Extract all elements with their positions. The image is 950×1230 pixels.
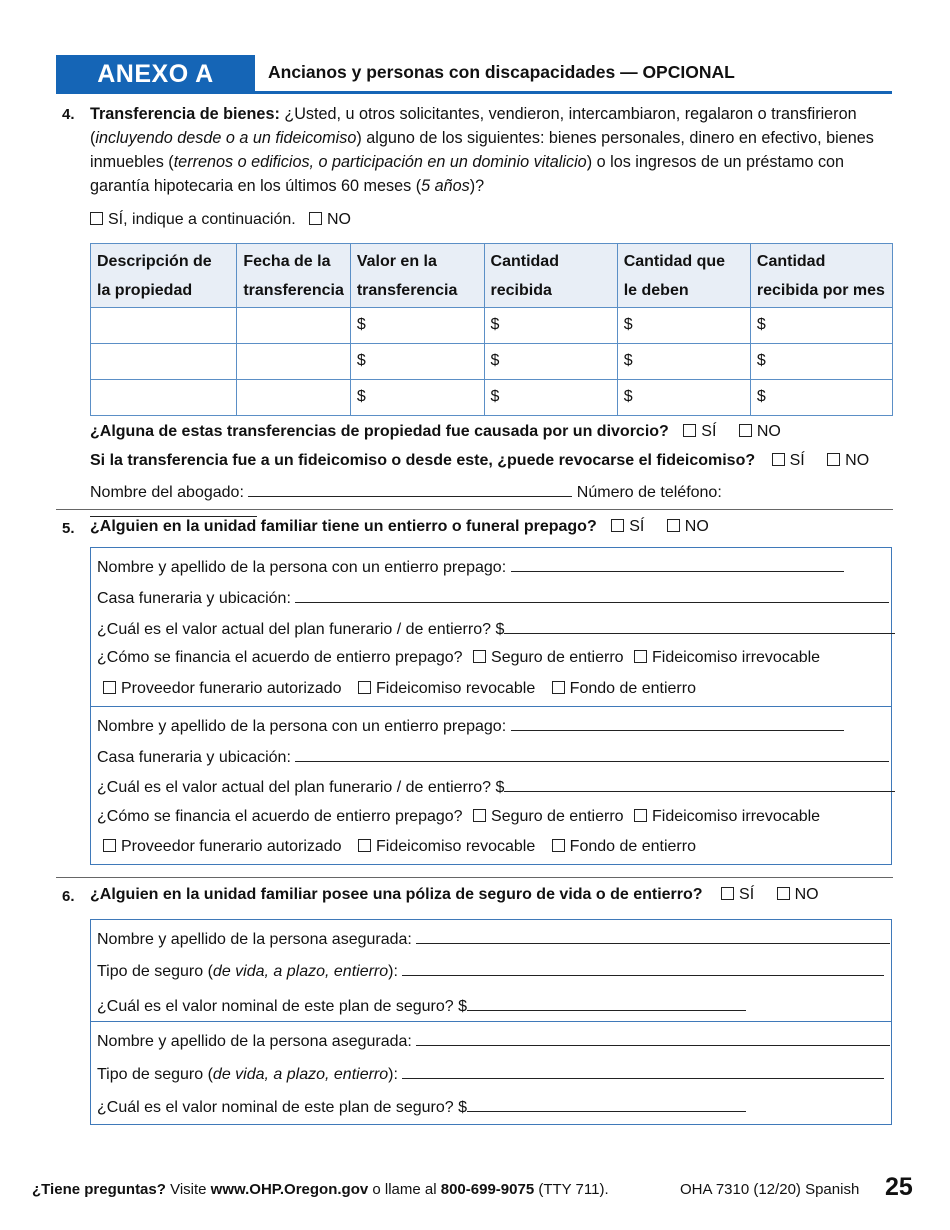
- q5-question: ¿Alguien en la unidad familiar tiene un entierro o funeral prepago?: [90, 518, 597, 535]
- checkbox-icon[interactable]: [552, 681, 565, 694]
- type-label: ):: [388, 1066, 398, 1083]
- insurance-type-field[interactable]: [402, 1064, 884, 1079]
- table-cell[interactable]: [237, 344, 351, 380]
- q4-text: ) o los ingresos de un préstamo con garantía hipotecaria en los últimos 60 meses (: [90, 153, 845, 195]
- funeral-value-row: [97, 777, 895, 797]
- footer-text: (TTY 711).: [534, 1181, 609, 1198]
- checkbox-icon[interactable]: [634, 809, 647, 822]
- q5-no[interactable]: [667, 518, 709, 535]
- opt-provider[interactable]: [103, 680, 342, 697]
- col-header: Fecha de la transferencia: [237, 244, 351, 308]
- col-header: Cantidad que le deben: [617, 244, 750, 308]
- funeral-divider: [90, 706, 891, 707]
- lawyer-label: Nombre del abogado:: [90, 484, 244, 501]
- checkbox-icon[interactable]: [358, 839, 371, 852]
- table-cell[interactable]: $: [350, 344, 484, 380]
- q4-text: )?: [469, 177, 485, 195]
- q4-yes-label: SÍ, indique a continuación.: [108, 211, 296, 228]
- opt-label: Proveedor funerario autorizado: [121, 838, 342, 855]
- face-value-row: [97, 1097, 746, 1117]
- q6-yes[interactable]: [721, 886, 754, 903]
- opt-revocable[interactable]: [358, 680, 535, 697]
- funeral-finance-row: [97, 649, 820, 667]
- footer-link[interactable]: www.OHP.Oregon.gov: [210, 1181, 369, 1198]
- q4-text: ¿Usted, u otros solicitantes, vendieron, intercambiaron, regalaron o transfirieron (: [90, 105, 857, 147]
- transfer-table: [90, 243, 893, 416]
- footer-question: ¿Tiene preguntas?: [32, 1181, 166, 1198]
- table-cell[interactable]: $: [350, 380, 484, 416]
- opt-fund[interactable]: [552, 838, 696, 855]
- footer-text: o llame al: [368, 1181, 441, 1198]
- opt-label: Seguro de entierro: [491, 808, 624, 825]
- insured-label: Nombre y apellido de la persona asegurada:: [97, 1033, 412, 1050]
- checkbox-icon[interactable]: [473, 650, 486, 663]
- checkbox-icon[interactable]: [667, 519, 680, 532]
- no-label: NO: [845, 452, 870, 469]
- opt-label: Fideicomiso revocable: [376, 838, 536, 855]
- table-cell[interactable]: $: [350, 308, 484, 344]
- funeral-home-row: [97, 747, 889, 767]
- type-label-italic: de vida, a plazo, entierro: [212, 963, 389, 980]
- funeral-value-label: ¿Cuál es el valor actual del plan funerario / de entierro? $: [97, 779, 505, 796]
- divider: [56, 509, 893, 510]
- opt-revocable[interactable]: [358, 838, 535, 855]
- q5-yes[interactable]: [611, 518, 644, 535]
- lawyer-row: [90, 482, 890, 522]
- table-cell[interactable]: [237, 308, 351, 344]
- table-cell[interactable]: $: [750, 380, 892, 416]
- table-cell[interactable]: $: [484, 308, 617, 344]
- opt-provider[interactable]: [103, 838, 342, 855]
- insured-field[interactable]: [416, 929, 890, 944]
- q4-text: ) alguno de los siguientes: bienes personales, dinero en efectivo, bienes inmuebles (: [90, 129, 874, 171]
- checkbox-icon[interactable]: [552, 839, 565, 852]
- type-label: Tipo de seguro (: [97, 1066, 213, 1083]
- q4-italic: 5 años: [421, 177, 470, 195]
- lawyer-field[interactable]: [248, 482, 572, 497]
- q4-no-label: NO: [327, 211, 351, 228]
- checkbox-icon[interactable]: [683, 424, 696, 437]
- insurance-divider: [90, 1021, 891, 1022]
- table-cell[interactable]: $: [617, 344, 750, 380]
- opt-irrevocable[interactable]: [634, 649, 820, 666]
- checkbox-icon[interactable]: [358, 681, 371, 694]
- opt-label: Fideicomiso irrevocable: [652, 649, 821, 666]
- funeral-value-field[interactable]: [504, 619, 895, 634]
- funeral-options-row: [103, 680, 696, 698]
- table-cell[interactable]: [91, 308, 237, 344]
- funeral-home-row: [97, 588, 889, 608]
- funeral-home-field[interactable]: [295, 747, 889, 762]
- checkbox-icon[interactable]: [309, 212, 322, 225]
- divorce-question: ¿Alguna de estas transferencias de propiedad fue causada por un divorcio?: [90, 423, 669, 440]
- funeral-options-row: [103, 838, 696, 856]
- divorce-yes[interactable]: [683, 423, 716, 440]
- face-value-label: ¿Cuál es el valor nominal de este plan de seguro? $: [97, 1099, 467, 1116]
- page-title: Ancianos y personas con discapacidades — OPCIONAL: [268, 62, 735, 82]
- funeral-name-label: Nombre y apellido de la persona con un entierro prepago:: [97, 559, 507, 576]
- divorce-no[interactable]: [739, 423, 781, 440]
- q6-question-row: [90, 886, 819, 904]
- insurance-box: [90, 919, 892, 1125]
- insurance-type-field[interactable]: [402, 961, 884, 976]
- trust-question: Si la transferencia fue a un fideicomiso o desde este, ¿puede revocarse el fideicomiso?: [90, 452, 756, 469]
- type-label: ):: [388, 963, 398, 980]
- q4-question: [90, 102, 890, 198]
- yes-label: SÍ: [629, 518, 645, 535]
- trust-no[interactable]: [827, 452, 869, 469]
- divorce-question-row: [90, 423, 781, 441]
- form-id: OHA 7310 (12/20) Spanish: [680, 1181, 860, 1198]
- opt-insurance[interactable]: [473, 649, 624, 666]
- phone-label: Número de teléfono:: [576, 484, 722, 501]
- footer-phone[interactable]: 800-699-9075: [440, 1181, 535, 1198]
- insurance-type-row: [97, 961, 884, 981]
- footer-text: Visite: [165, 1181, 211, 1198]
- funeral-finance-label: ¿Cómo se financia el acuerdo de entierro prepago?: [97, 649, 463, 666]
- checkbox-icon[interactable]: [473, 809, 486, 822]
- funeral-name-row: [97, 716, 844, 736]
- q4-italic: terrenos o edificios, o participación en un dominio vitalicio: [173, 153, 587, 171]
- trust-yes[interactable]: [772, 452, 805, 469]
- opt-insurance[interactable]: [473, 808, 624, 825]
- checkbox-icon[interactable]: [721, 887, 734, 900]
- checkbox-icon[interactable]: [103, 681, 116, 694]
- checkbox-icon[interactable]: [90, 212, 103, 225]
- insurance-type-row: [97, 1064, 884, 1084]
- no-label: NO: [756, 423, 781, 440]
- funeral-finance-label: ¿Cómo se financia el acuerdo de entierro prepago?: [97, 808, 463, 825]
- funeral-value-field[interactable]: [504, 777, 895, 792]
- q6-question: ¿Alguien en la unidad familiar posee una póliza de seguro de vida o de entierro?: [90, 886, 703, 903]
- checkbox-icon[interactable]: [739, 424, 752, 437]
- yes-label: SÍ: [789, 452, 805, 469]
- funeral-home-field[interactable]: [295, 588, 889, 603]
- q5-number: 5.: [62, 520, 75, 537]
- trust-question-row: [90, 452, 869, 470]
- col-header: Cantidad recibida por mes: [750, 244, 892, 308]
- funeral-name-field[interactable]: [511, 557, 844, 572]
- table-row: [91, 308, 893, 344]
- table-header-row: [91, 244, 893, 308]
- checkbox-icon[interactable]: [634, 650, 647, 663]
- opt-label: Fideicomiso revocable: [376, 680, 536, 697]
- face-value-field[interactable]: [467, 1097, 746, 1112]
- table-cell[interactable]: [91, 380, 237, 416]
- type-label-italic: de vida, a plazo, entierro: [212, 1066, 389, 1083]
- no-label: NO: [684, 518, 709, 535]
- q6-no[interactable]: [777, 886, 819, 903]
- opt-label: Fondo de entierro: [569, 680, 696, 697]
- q4-italic: incluyendo desde o a un fideicomiso: [95, 129, 357, 147]
- q4-no-option[interactable]: [309, 211, 351, 229]
- opt-fund[interactable]: [552, 680, 696, 697]
- funeral-home-label: Casa funeraria y ubicación:: [97, 590, 291, 607]
- funeral-finance-row: [97, 808, 820, 826]
- funeral-value-label: ¿Cuál es el valor actual del plan funerario / de entierro? $: [97, 621, 505, 638]
- opt-label: Seguro de entierro: [491, 649, 624, 666]
- q4-number: 4.: [62, 106, 75, 123]
- table-row: [91, 380, 893, 416]
- checkbox-icon[interactable]: [827, 453, 840, 466]
- table-cell[interactable]: $: [617, 308, 750, 344]
- q4-yes-option[interactable]: [90, 211, 296, 229]
- table-cell[interactable]: $: [484, 344, 617, 380]
- face-value-field[interactable]: [467, 996, 746, 1011]
- funeral-value-row: [97, 619, 895, 639]
- funeral-name-row: [97, 557, 844, 577]
- opt-label: Proveedor funerario autorizado: [121, 680, 342, 697]
- checkbox-icon[interactable]: [777, 887, 790, 900]
- type-label: Tipo de seguro (: [97, 963, 213, 980]
- checkbox-icon[interactable]: [772, 453, 785, 466]
- table-cell[interactable]: $: [484, 380, 617, 416]
- q5-question-row: [90, 518, 709, 536]
- opt-label: Fondo de entierro: [569, 838, 696, 855]
- divider: [56, 877, 893, 878]
- insured-row: [97, 929, 890, 949]
- footer-help: [32, 1181, 609, 1198]
- col-header: Valor en la transferencia: [350, 244, 484, 308]
- page-number: 25: [885, 1173, 913, 1201]
- checkbox-icon[interactable]: [103, 839, 116, 852]
- funeral-home-label: Casa funeraria y ubicación:: [97, 749, 291, 766]
- no-label: NO: [794, 886, 819, 903]
- header-rule: [56, 91, 892, 94]
- q6-number: 6.: [62, 888, 75, 905]
- col-header: Descripción de la propiedad: [91, 244, 237, 308]
- annex-label: ANEXO A: [97, 60, 214, 88]
- yes-label: SÍ: [701, 423, 717, 440]
- insured-field[interactable]: [416, 1031, 890, 1046]
- face-value-row: [97, 996, 746, 1016]
- table-cell[interactable]: $: [617, 380, 750, 416]
- opt-irrevocable[interactable]: [634, 808, 820, 825]
- table-cell[interactable]: $: [750, 308, 892, 344]
- yes-label: SÍ: [739, 886, 755, 903]
- face-value-label: ¿Cuál es el valor nominal de este plan de seguro? $: [97, 998, 467, 1015]
- opt-label: Fideicomiso irrevocable: [652, 808, 821, 825]
- col-header: Cantidad recibida: [484, 244, 617, 308]
- insured-label: Nombre y apellido de la persona asegurada:: [97, 931, 412, 948]
- funeral-name-label: Nombre y apellido de la persona con un entierro prepago:: [97, 718, 507, 735]
- table-cell[interactable]: $: [750, 344, 892, 380]
- q4-label: Transferencia de bienes:: [90, 105, 280, 123]
- table-cell[interactable]: [91, 344, 237, 380]
- insured-row: [97, 1031, 890, 1051]
- table-row: [91, 344, 893, 380]
- funeral-name-field[interactable]: [511, 716, 844, 731]
- table-cell[interactable]: [237, 380, 351, 416]
- checkbox-icon[interactable]: [611, 519, 624, 532]
